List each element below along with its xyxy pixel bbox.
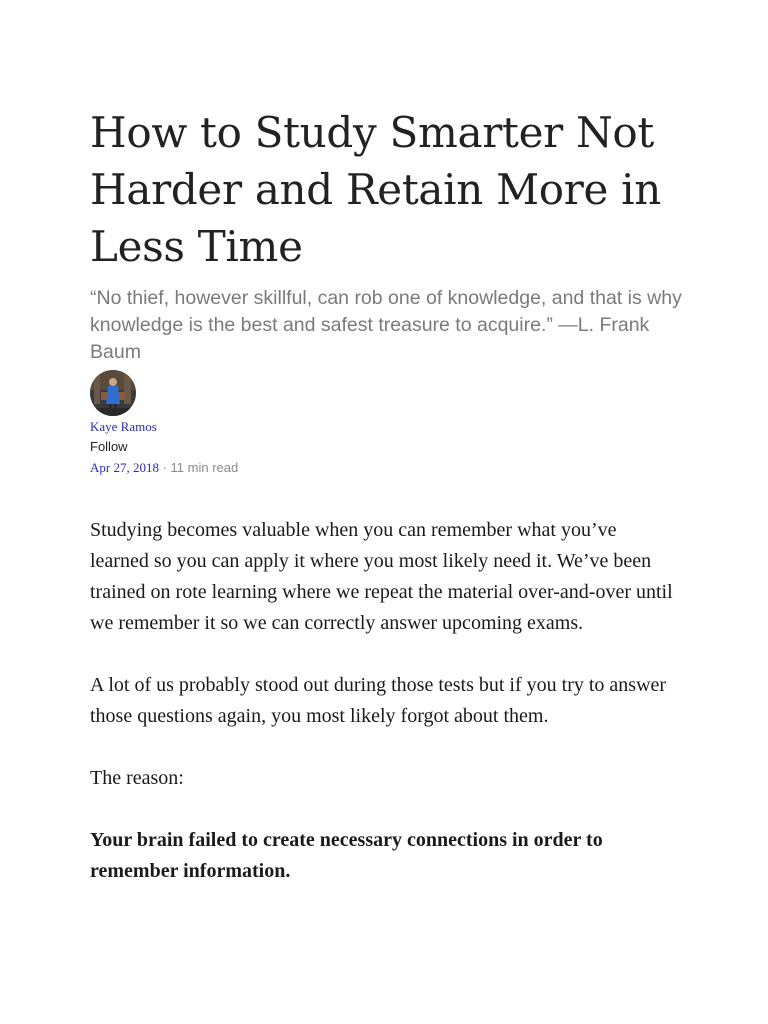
read-time: 11 min read <box>170 460 239 475</box>
article-meta <box>90 459 690 476</box>
article-subtitle-quote: “No thief, however skillful, can rob one of knowledge, and that is why knowledge is the best and safest treasure to acquire.” —L. Frank Baum <box>90 287 682 363</box>
avatar-photo-icon <box>90 370 136 416</box>
body-paragraph-bold: Your brain failed to create necessary connections in order to remember information. <box>90 829 603 882</box>
body-paragraph: The reason: <box>90 767 184 789</box>
article-body <box>90 515 690 887</box>
meta-separator: · <box>158 460 171 475</box>
follow-button[interactable]: Follow <box>90 439 128 454</box>
body-paragraph: A lot of us probably stood out during those tests but if you try to answer those questions again, you most likely forgot about them. <box>90 674 667 727</box>
author-block <box>90 370 690 476</box>
body-paragraph: Studying becomes valuable when you can remember what you’ve learned so you can apply it where you most likely need it. We’ve been trained on rote learning where we repeat the material over-and-over until we remember it so we can correctly answer upcoming exams. <box>90 519 673 634</box>
publish-date-link[interactable]: Apr 27, 2018 <box>90 460 159 475</box>
article <box>90 104 690 918</box>
author-name-link[interactable]: Kaye Ramos <box>90 419 157 434</box>
author-avatar[interactable] <box>90 370 136 416</box>
article-title: How to Study Smarter Not Harder and Retain More in Less Time <box>90 108 662 271</box>
